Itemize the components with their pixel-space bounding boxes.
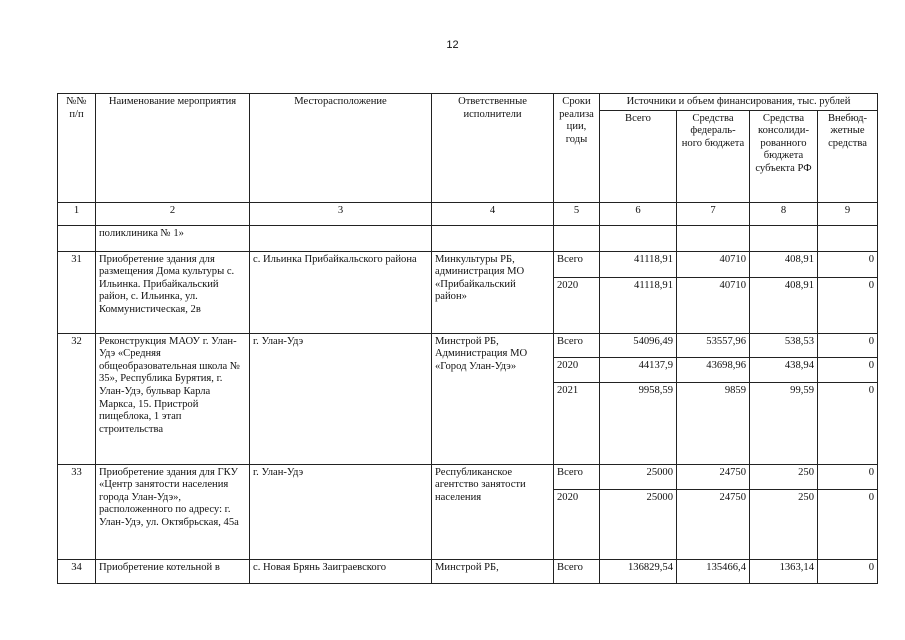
funding-year: Всего [554, 251, 600, 277]
funding-federal: 24750 [677, 489, 750, 559]
funding-total: 44137,9 [600, 357, 677, 382]
funding-regional: 408,91 [750, 251, 818, 277]
header-row [58, 94, 878, 111]
funding-total: 41118,91 [600, 251, 677, 277]
funding-total: 25000 [600, 489, 677, 559]
row-executors: Республиканское агентство занятости населения [432, 464, 554, 559]
column-number: 2 [96, 202, 250, 225]
funding-extra: 0 [818, 277, 878, 333]
row-num: 32 [58, 333, 96, 464]
funding-regional: 538,53 [750, 333, 818, 357]
row-name: Приобретение здания для размещения Дома культуры с. Ильинка. Прибайкальский район, с. Ильинка, ул. Коммунистическая, 2в [96, 251, 250, 333]
measures-table [57, 93, 878, 584]
funding-federal: 40710 [677, 277, 750, 333]
funding-extra: 0 [818, 489, 878, 559]
funding-extra: 0 [818, 382, 878, 464]
funding-federal: 40710 [677, 251, 750, 277]
funding-regional: 1363,14 [750, 559, 818, 583]
funding-federal: 43698,96 [677, 357, 750, 382]
funding-total: 25000 [600, 464, 677, 489]
header-executors: Ответственные исполнители [432, 94, 554, 203]
row-location: г. Улан-Удэ [250, 333, 432, 464]
table-row [58, 333, 878, 357]
funding-year: 2020 [554, 277, 600, 333]
header-terms: Сроки реализа ции, годы [554, 94, 600, 203]
funding-year: 2020 [554, 489, 600, 559]
column-number: 4 [432, 202, 554, 225]
funding-federal: 24750 [677, 464, 750, 489]
column-number: 8 [750, 202, 818, 225]
funding-year: Всего [554, 559, 600, 583]
funding-extra: 0 [818, 357, 878, 382]
row-location: с. Новая Брянь Заиграевского [250, 559, 432, 583]
row-num: 33 [58, 464, 96, 559]
funding-total: 136829,54 [600, 559, 677, 583]
continuation-row [58, 225, 878, 251]
row-num: 34 [58, 559, 96, 583]
funding-extra: 0 [818, 251, 878, 277]
header-total: Всего [600, 110, 677, 202]
funding-total: 41118,91 [600, 277, 677, 333]
funding-year: 2021 [554, 382, 600, 464]
row-executors: Минстрой РБ, [432, 559, 554, 583]
row-executors: Минстрой РБ, Администрация МО «Город Улан-Удэ» [432, 333, 554, 464]
header-num: №№ п/п [58, 94, 96, 203]
page-number: 12 [446, 39, 459, 51]
header-consolidated: Средства консолиди- рованного бюджета субъекта РФ [750, 110, 818, 202]
funding-extra: 0 [818, 559, 878, 583]
column-number: 1 [58, 202, 96, 225]
column-number: 9 [818, 202, 878, 225]
row-executors: Минкультуры РБ, администрация МО «Прибайкальский район» [432, 251, 554, 333]
row-location: с. Ильинка Прибайкальского района [250, 251, 432, 333]
row-name: Приобретение здания для ГКУ «Центр занятости населения города Улан-Удэ», расположенного по адресу: г. Улан-Удэ, ул. Октябрьская, 45а [96, 464, 250, 559]
header-name: Наименование мероприятия [96, 94, 250, 203]
table-row [58, 251, 878, 277]
funding-total: 9958,59 [600, 382, 677, 464]
funding-regional: 250 [750, 464, 818, 489]
funding-total: 54096,49 [600, 333, 677, 357]
row-name: Реконструкция МАОУ г. Улан-Удэ «Средняя общеобразовательная школа № 35», Республика Бурятия, г. Улан-Удэ, бульвар Карла Маркса, 15. Пристрой пищеблока, 1 этап строительства [96, 333, 250, 464]
column-number: 7 [677, 202, 750, 225]
funding-federal: 53557,96 [677, 333, 750, 357]
funding-regional: 408,91 [750, 277, 818, 333]
funding-federal: 9859 [677, 382, 750, 464]
funding-extra: 0 [818, 464, 878, 489]
row-location: г. Улан-Удэ [250, 464, 432, 559]
funding-year: 2020 [554, 357, 600, 382]
header-funding: Источники и объем финансирования, тыс. рублей [600, 94, 878, 111]
row-num: 31 [58, 251, 96, 333]
funding-regional: 438,94 [750, 357, 818, 382]
row-name: Приобретение котельной в [96, 559, 250, 583]
continuation-name: поликлиника № 1» [96, 225, 250, 251]
column-number-row [58, 202, 878, 225]
table-row [58, 559, 878, 583]
funding-federal: 135466,4 [677, 559, 750, 583]
funding-year: Всего [554, 464, 600, 489]
header-federal: Средства федераль- ного бюджета [677, 110, 750, 202]
funding-regional: 99,59 [750, 382, 818, 464]
header-location: Месторасположение [250, 94, 432, 203]
column-number: 5 [554, 202, 600, 225]
funding-extra: 0 [818, 333, 878, 357]
header-extrabudget: Внебюд- жетные средства [818, 110, 878, 202]
funding-regional: 250 [750, 489, 818, 559]
table-row [58, 464, 878, 489]
funding-year: Всего [554, 333, 600, 357]
column-number: 6 [600, 202, 677, 225]
column-number: 3 [250, 202, 432, 225]
